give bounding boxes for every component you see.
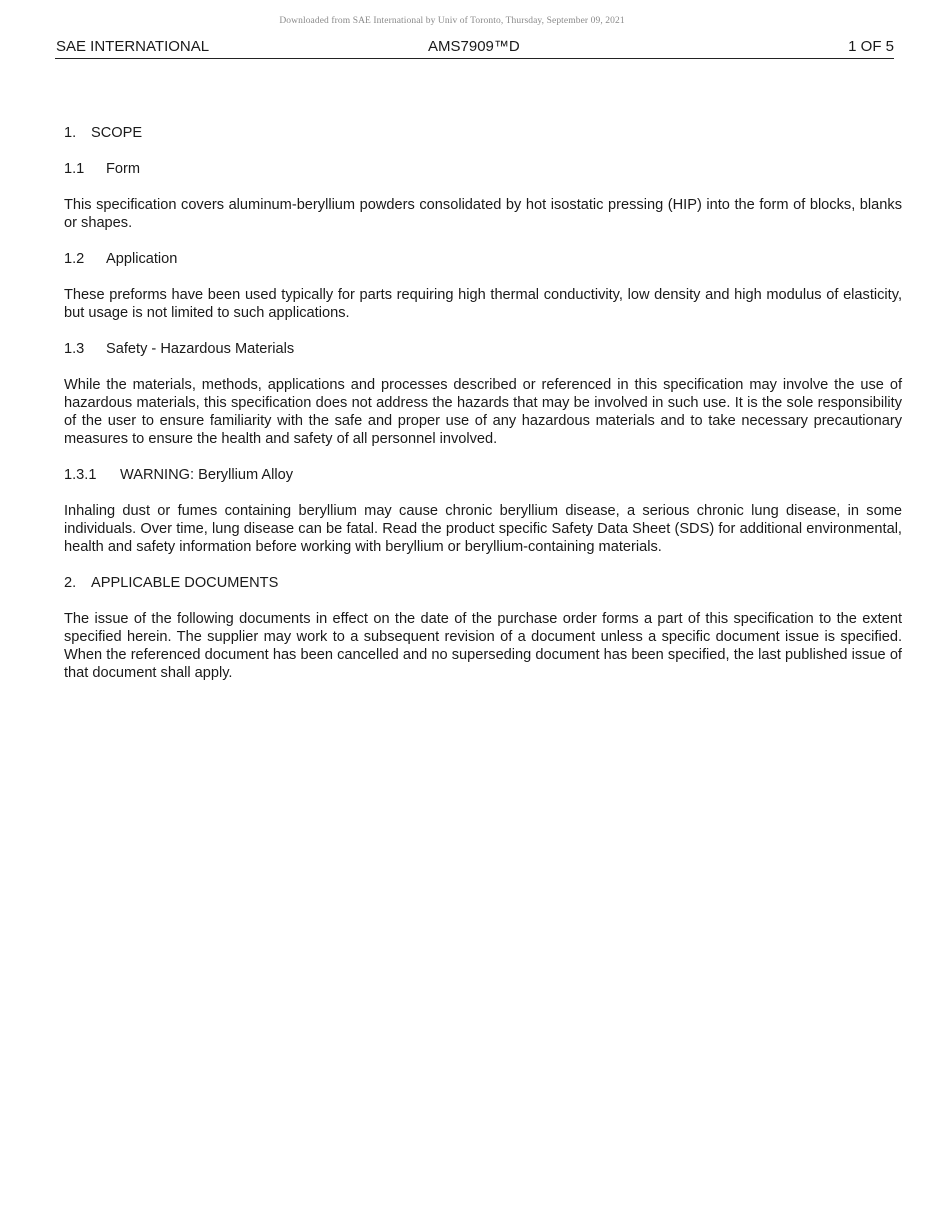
- section-heading-safety: [64, 340, 902, 358]
- paragraph-application: These preforms have been used typically for parts requiring high thermal conductivity, low density and high modulus of elasticity, but usage is not limited to such applications.: [64, 287, 902, 321]
- header-page-number: 1 OF 5: [848, 38, 894, 55]
- header-organization: SAE INTERNATIONAL: [56, 38, 210, 55]
- section-title: Application: [106, 251, 178, 267]
- section-number: 1.: [64, 125, 77, 141]
- section-title: APPLICABLE DOCUMENTS: [91, 575, 279, 591]
- paragraph-form: This specification covers aluminum-beryllium powders consolidated by hot isostatic pressing (HIP) into the form of blocks, blanks or shapes.: [64, 197, 902, 231]
- header-document-number: AMS7909™D: [428, 38, 520, 55]
- paragraph-warning: Inhaling dust or fumes containing beryllium may cause chronic beryllium disease, a serious chronic lung disease, in some individuals. Over time, lung disease can be fatal. Read the product specific Safety Data Sheet (SDS) for additional environmental, health and safety information before working with beryllium or beryllium-containing materials.: [64, 503, 902, 555]
- section-title: Safety - Hazardous Materials: [106, 341, 295, 357]
- section-heading-scope: [64, 124, 902, 142]
- section-title: Form: [106, 161, 141, 177]
- section-heading-form: [64, 160, 902, 178]
- section-number: 1.3.1: [64, 467, 97, 483]
- section-title: SCOPE: [91, 125, 143, 141]
- section-heading-warning: [64, 466, 902, 484]
- section-title: WARNING: Beryllium Alloy: [120, 467, 293, 483]
- section-number: 2.: [64, 575, 77, 591]
- paragraph-applicable-documents: The issue of the following documents in effect on the date of the purchase order forms a part of this specification to the extent specified herein. The supplier may work to a subsequent revision of a document unless a specific document issue is specified. When the referenced document has been cancelled and no superseding document has been specified, the last published issue of that document shall apply.: [64, 611, 902, 681]
- section-heading-application: [64, 250, 902, 268]
- section-heading-applicable-documents: [64, 574, 902, 592]
- section-number: 1.3: [64, 341, 85, 357]
- page-header: [55, 38, 894, 59]
- download-watermark: Downloaded from SAE International by Univ of Toronto, Thursday, September 09, 2021: [279, 16, 625, 26]
- section-number: 1.2: [64, 251, 85, 267]
- document-body: [64, 124, 902, 700]
- paragraph-safety: While the materials, methods, applications and processes described or referenced in this specification may involve the use of hazardous materials, this specification does not address the hazards that may be involved in such use. It is the sole responsibility of the user to ensure familiarity with the safe and proper use of any hazardous materials and to take necessary precautionary measures to ensure the health and safety of all personnel involved.: [64, 377, 902, 447]
- section-number: 1.1: [64, 161, 85, 177]
